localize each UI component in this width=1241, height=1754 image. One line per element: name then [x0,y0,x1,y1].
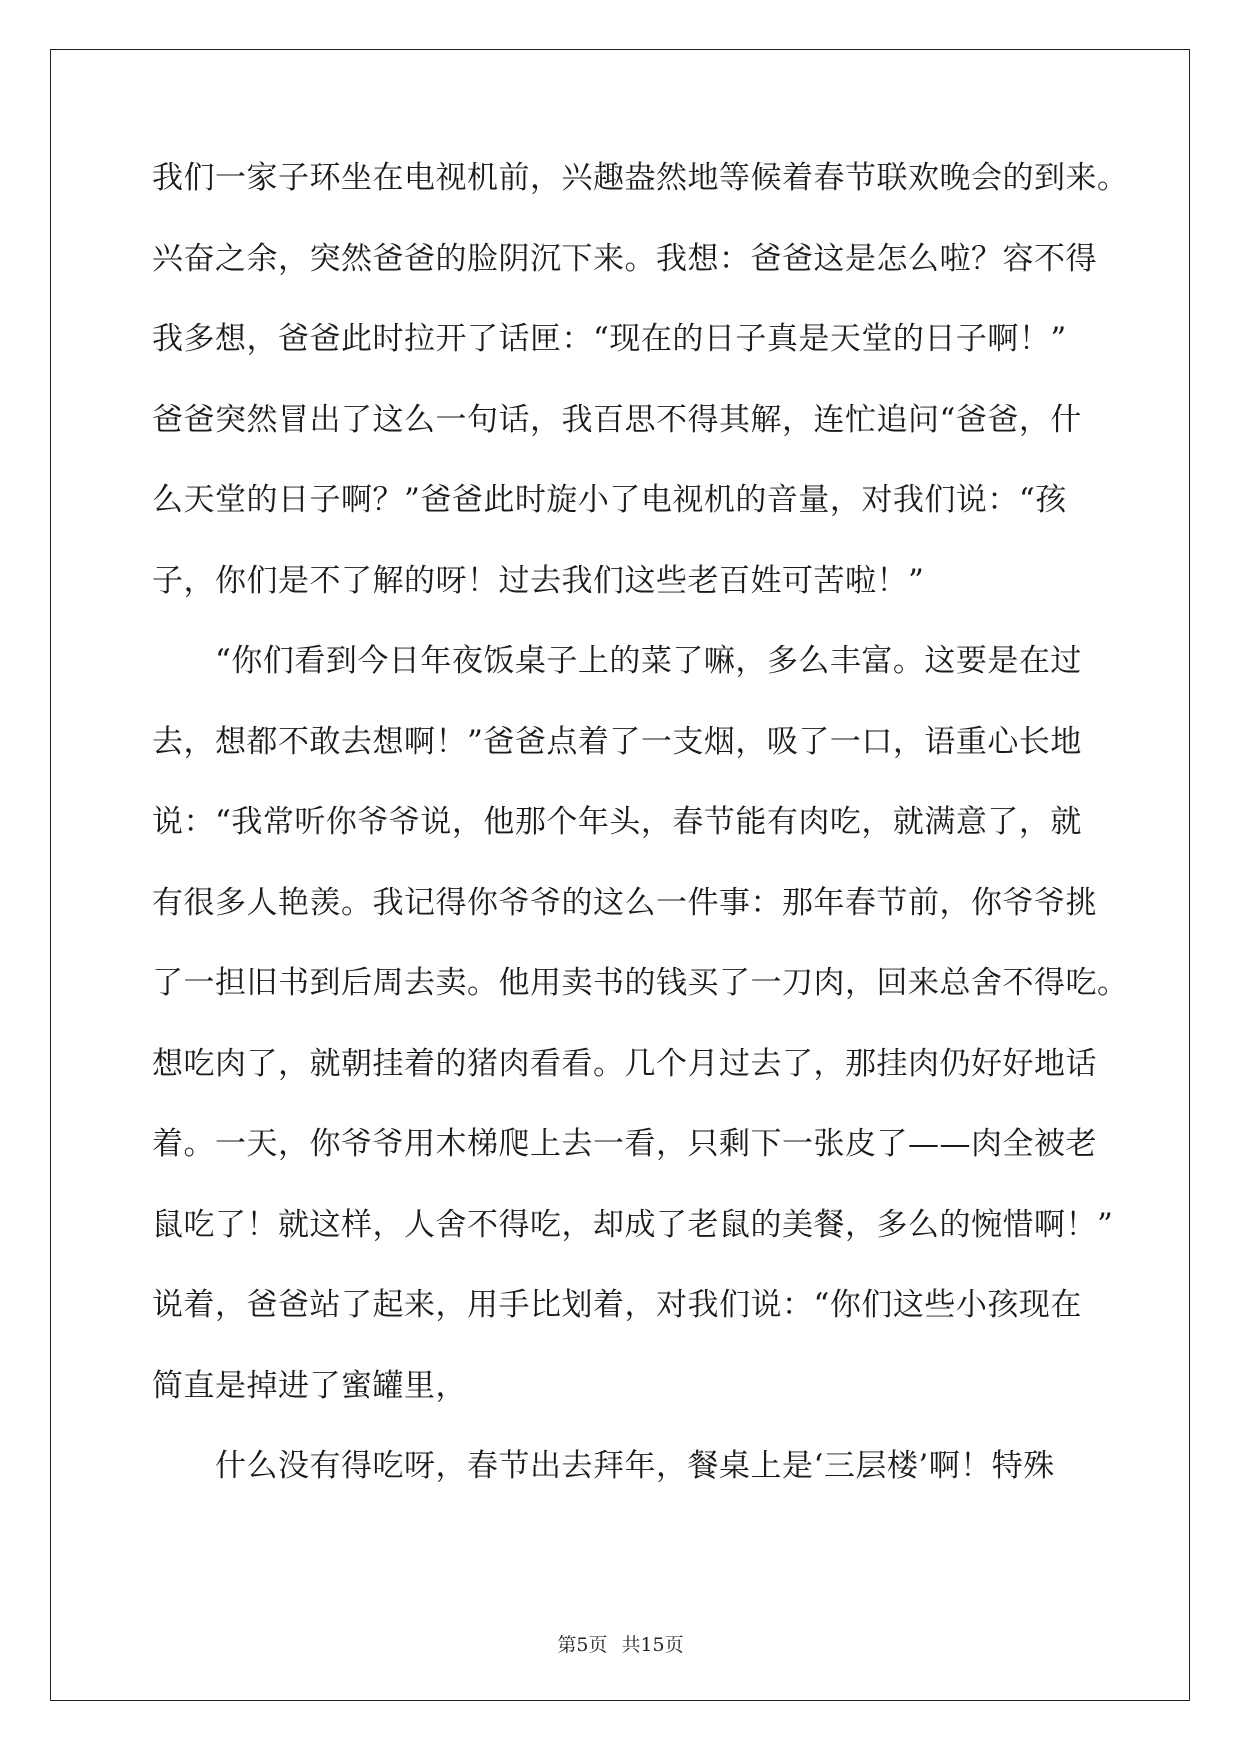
text-line: 着。一天，你爷爷用木梯爬上去一看，只剩下一张皮了——肉全被老 [152,1126,1097,1162]
text-line: 我们一家子环坐在电视机前，兴趣盎然地等候着春节联欢晚会的到来。 [152,160,1129,196]
text-line: 说着，爸爸站了起来，用手比划着，对我们说：“你们这些小孩现在 [152,1287,1082,1323]
text-line: 兴奋之余，突然爸爸的脸阴沉下来。我想：爸爸这是怎么啦？容不得 [152,240,1097,277]
text-line: 么天堂的日子啊？”爸爸此时旋小了电视机的音量，对我们说：“孩 [152,482,1067,518]
text-line: 了一担旧书到后周去卖。他用卖书的钱买了一刀肉，回来总舍不得吃。 [152,965,1129,1001]
text-line: “你们看到今日年夜饭桌子上的菜了嘛，多么丰富。这要是在过 [152,643,1082,679]
text-line: 爸爸突然冒出了这么一句话，我百思不得其解，连忙追问“爸爸，什 [152,401,1082,438]
text-line: 去，想都不敢去想啊！”爸爸点着了一支烟，吸了一口，语重心长地 [152,723,1082,760]
text-line: 我多想，爸爸此时拉开了话匣：“现在的日子真是天堂的日子啊！” [152,321,1067,357]
page-footer [0,1630,1241,1657]
page-number: 第5页 [557,1634,608,1656]
text-line: 子，你们是不了解的呀！过去我们这些老百姓可苦啦！” [152,562,925,599]
text-line: 有很多人艳羡。我记得你爷爷的这么一件事：那年春节前，你爷爷挑 [152,884,1097,921]
text-line: 说：“我常听你爷爷说，他那个年头，春节能有肉吃，就满意了，就 [152,804,1082,840]
total-pages: 共15页 [621,1634,684,1656]
text-line: 想吃肉了，就朝挂着的猪肉看看。几个月过去了，那挂肉仍好好地话 [152,1045,1097,1082]
text-line: 鼠吃了！就这样，人舍不得吃，却成了老鼠的美餐，多么的惋惜啊！” [152,1206,1114,1243]
document-body [152,158,1129,1527]
text-line: 什么没有得吃呀，春节出去拜年，餐桌上是‘三层楼’啊！特殊 [152,1448,1055,1484]
text-line: 简直是掉进了蜜罐里， [152,1367,467,1404]
